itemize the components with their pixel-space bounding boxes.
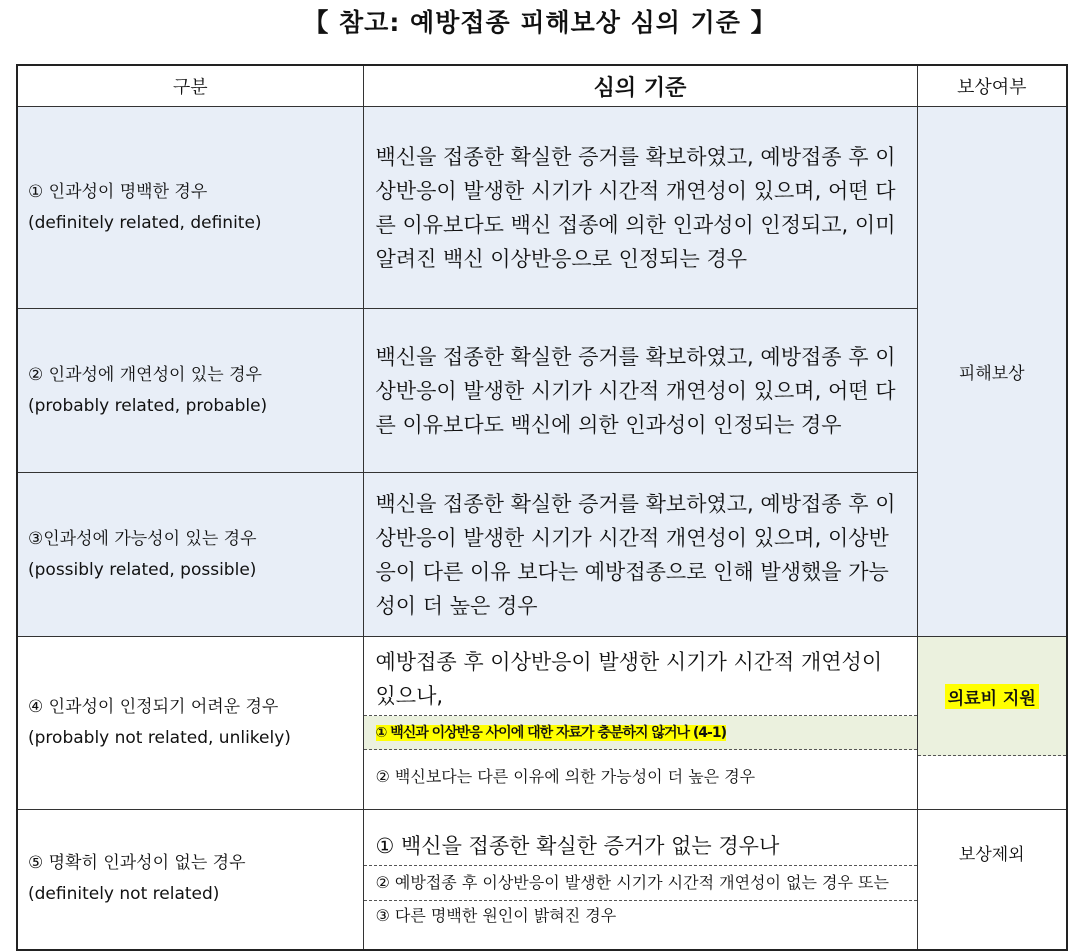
criteria-main: 예방접종 후 이상반응이 발생한 시기가 시간적 개연성이 있으나, [364, 643, 917, 716]
compensation-excluded [917, 810, 1067, 950]
table-row [17, 309, 1067, 473]
compensation-medical [918, 637, 1067, 756]
criteria-highlight: ① 백신과 이상반응 사이에 대한 자료가 충분하지 않거나 (4-1) [375, 724, 726, 741]
category-ko: ⑤ 명확히 인과성이 없는 경우 [28, 853, 246, 874]
criteria-sub-2: ② 예방접종 후 이상반응이 발생한 시기가 시간적 개연성이 없는 경우 또는 [364, 866, 917, 901]
header-category: 구분 [17, 65, 363, 107]
table-header-row [17, 65, 1067, 107]
compensation-label: 의료비 지원 [945, 684, 1039, 709]
table-row [17, 473, 1067, 637]
category-ko: ① 인과성이 명백한 경우 [28, 181, 208, 202]
category-cell [17, 810, 363, 950]
category-en: (definitely related, definite) [28, 212, 262, 233]
criteria-table [16, 64, 1068, 951]
category-ko: ③인과성에 가능성이 있는 경우 [28, 528, 257, 549]
compensation-full [917, 107, 1067, 637]
category-en: (probably not related, unlikely) [28, 728, 291, 748]
header-criteria: 심의 기준 [363, 65, 917, 107]
category-ko: ④ 인과성이 인정되기 어려운 경우 [28, 697, 279, 717]
compensation-label: 보상제외 [958, 845, 1025, 865]
criteria-cell: 백신을 접종한 확실한 증거를 확보하였고, 예방접종 후 이상반응이 발생한 시기가 시간적 개연성이 있으며, 이상반응이 다른 이유 보다는 예방접종으로 인해 발생했을 가능성이 더 높은 경우 [363, 473, 917, 637]
criteria-cell [363, 637, 917, 810]
table-row [17, 810, 1067, 950]
category-en: (possibly related, possible) [28, 559, 257, 580]
compensation-split [917, 637, 1067, 810]
compensation-empty [918, 756, 1067, 809]
table-row [17, 107, 1067, 309]
criteria-sub-1 [364, 716, 917, 750]
table-row [17, 637, 1067, 810]
category-en: (probably related, probable) [28, 395, 268, 416]
category-cell [17, 107, 363, 309]
category-en: (definitely not related) [28, 884, 220, 905]
category-cell [17, 637, 363, 810]
page-title: 【 참고: 예방접종 피해보상 심의 기준 】 [303, 8, 777, 37]
criteria-cell: 백신을 접종한 확실한 증거를 확보하였고, 예방접종 후 이상반응이 발생한 시기가 시간적 개연성이 있으며, 어떤 다른 이유보다도 백신 접종에 의한 인과성이 인정되고, 이미 알려진 백신 이상반응으로 인정되는 경우 [363, 107, 917, 309]
header-compensation: 보상여부 [917, 65, 1067, 107]
category-ko: ② 인과성에 개연성이 있는 경우 [28, 364, 262, 385]
criteria-cell: 백신을 접종한 확실한 증거를 확보하였고, 예방접종 후 이상반응이 발생한 시기가 시간적 개연성이 있으며, 어떤 다른 이유보다도 백신에 의한 인과성이 인정되는 경우 [363, 309, 917, 473]
category-cell [17, 309, 363, 473]
category-cell [17, 473, 363, 637]
compensation-label: 피해보상 [958, 364, 1025, 384]
criteria-sub-2: ② 백신보다는 다른 이유에 의한 가능성이 더 높은 경우 [375, 766, 756, 786]
criteria-cell [363, 810, 917, 950]
criteria-sub-1: ① 백신을 접종한 확실한 증거가 없는 경우나 [364, 827, 917, 866]
criteria-sub-3: ③ 다른 명백한 원인이 밝혀진 경우 [375, 906, 617, 926]
